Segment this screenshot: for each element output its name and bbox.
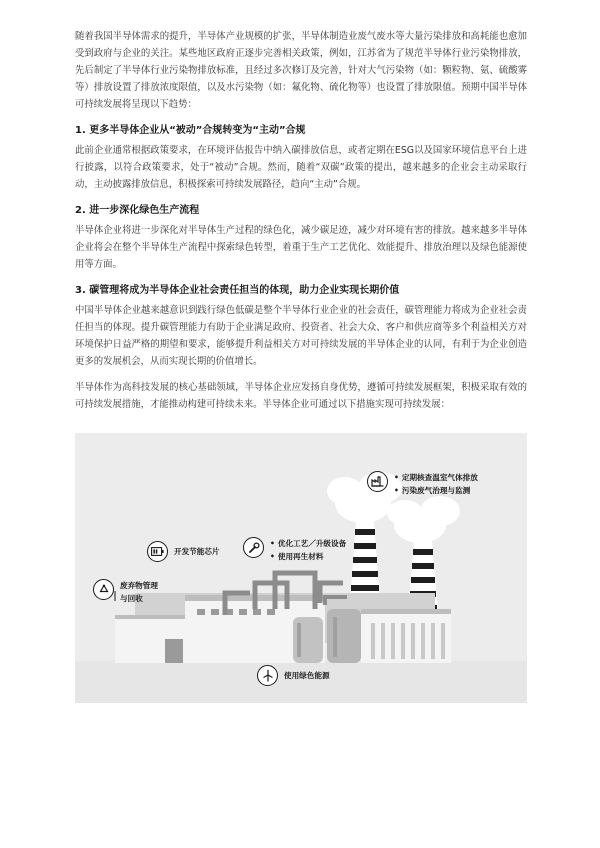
trend-body-2: 半导体企业将进一步深化对半导体生产过程的绿色化，减少碳足迹，减少对环境有害的排放。越来越多半导体企业将会在整个半导体生产流程中探索绿色转型，着重于生产工艺优化、效能提升、排放治理以及绿色能源使用等方面。 <box>75 225 527 270</box>
trend-body-1: 此前企业通常根据政策要求，在环境评估报告中纳入碳排放信息，或者定期在ESG以及国家环境信息平台上进行披露，以符合政策要求，处于“被动”合规。然而，随着“双碳”政策的提出，越来越多的企业会主动采取行动，主动披露排放信息，积极探索可持续发展路径，趋向“主动”合规。 <box>75 145 527 190</box>
callout-chip <box>147 541 220 562</box>
trend-heading-1: 1. 更多半导体企业从“被动”合规转变为“主动”合规 <box>75 125 306 136</box>
trend-heading-3: 3. 碳管理将成为半导体企业社会责任担当的体现，助力企业实现长期价值 <box>75 285 400 296</box>
chip-label: 开发节能芯片 <box>174 547 220 556</box>
process-item-2: • 使用再生材料 <box>270 550 346 563</box>
callout-process <box>243 537 346 563</box>
trend-heading-2: 2. 进一步深化绿色生产流程 <box>75 205 200 216</box>
energy-label: 使用绿色能源 <box>284 671 330 680</box>
emissions-item-2: • 污染废气治理与监测 <box>394 484 478 497</box>
callout-emissions <box>367 471 478 497</box>
intro-paragraph: 随着我国半导体需求的提升，半导体产业规模的扩张，半导体制造业废气废水等大量污染排放和高耗能也愈加受到政府与企业的关注。某些地区政府正逐步完善相关政策，例如，江苏省为了规范半导体行业污染物排放，先后制定了半导体行业污染物排放标准，且经过多次修订及完善，针对大气污染物（如：颗粒物、氨、硫酸雾等）排放设置了排放浓度限值，以及水污染物（如：氟化物、硫化物等）也设置了排放限值。预期中国半导体可持续发展将呈现以下趋势： <box>75 31 527 110</box>
document-body <box>75 28 527 413</box>
recycle-icon <box>93 579 114 600</box>
callout-energy <box>257 665 330 686</box>
trend-section-1 <box>75 122 527 193</box>
process-item-1: • 优化工艺／升级设备 <box>270 537 346 550</box>
battery-chip-icon <box>147 541 168 562</box>
emissions-item-1: • 定期核查温室气体排放 <box>394 471 478 484</box>
trend-section-2 <box>75 202 527 273</box>
left-door <box>165 639 183 663</box>
callout-waste <box>93 579 164 605</box>
trend-section-3 <box>75 282 527 370</box>
storage-tanks <box>293 609 361 663</box>
trend-body-3: 中国半导体企业越来越意识到践行绿色低碳是整个半导体行业企业的社会责任，碳管理能力将成为企业社会责任担当的体现。提升碳管理能力有助于企业满足政府、投资者、社会大众、客户和供应商等多个利益相关方对环境保护日益严格的期望和要求，能够提升利益相关方对可持续发展的半导体企业的认同，有利于为企业创造更多的发展机会，从而实现长期的价值增长。 <box>75 305 527 367</box>
waste-label: 废弃物管理与回收 <box>120 581 158 603</box>
factory-icon <box>367 471 388 492</box>
wind-turbine-icon <box>257 665 278 686</box>
closing-paragraph: 半导体作为高科技发展的核心基础领域，半导体企业应发扬自身优势，遵循可持续发展框架，积极采取有效的可持续发展措施，才能推动构建可持续未来。半导体企业可通过以下措施实现可持续发展： <box>75 382 527 410</box>
sustainability-illustration <box>75 433 527 703</box>
wrench-icon <box>243 537 264 558</box>
